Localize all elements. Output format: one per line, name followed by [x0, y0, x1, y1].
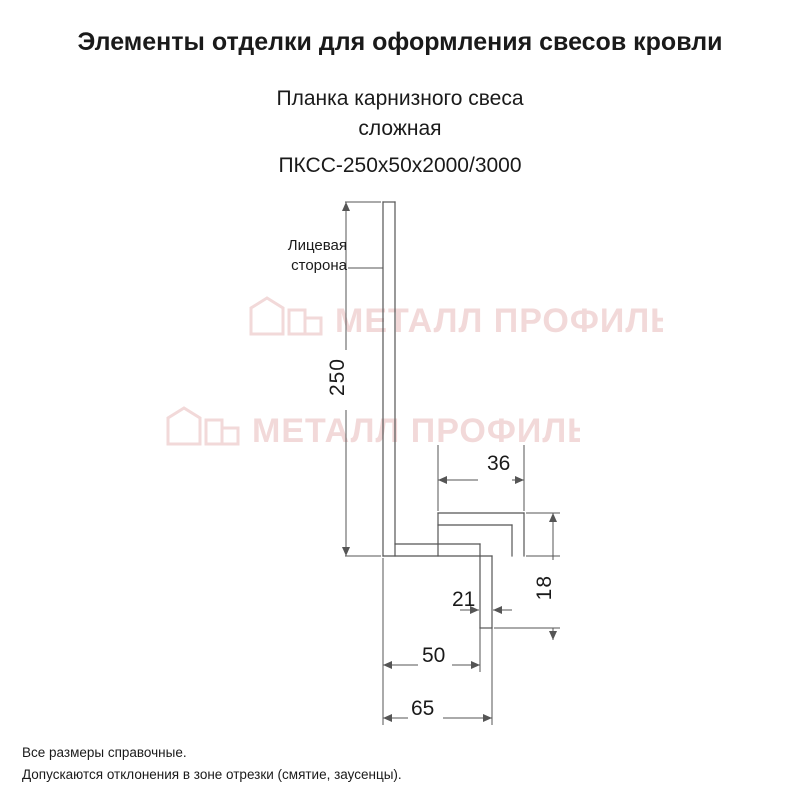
- dimension-base-50: 50: [422, 644, 446, 667]
- svg-text:МЕТАЛЛ ПРОФИЛЬ: МЕТАЛЛ ПРОФИЛЬ: [335, 302, 663, 340]
- notes: [22, 742, 402, 786]
- product-subtitle-line2: сложная: [358, 117, 442, 140]
- svg-text:МЕТАЛЛ ПРОФИЛЬ: МЕТАЛЛ ПРОФИЛЬ: [252, 412, 580, 450]
- dimension-thickness-18: 18: [533, 575, 556, 601]
- face-side-label-line2: сторона: [291, 257, 347, 274]
- dimension-height-250: 250: [326, 358, 349, 397]
- face-side-label-line1: Лицевая: [287, 237, 347, 254]
- note-line-2: Допускаются отклонения в зоне отрезки (смятие, заусенцы).: [22, 767, 402, 782]
- dimension-total-65: 65: [411, 697, 435, 720]
- face-side-label: [237, 236, 347, 276]
- dimension-flange-36: 36: [487, 452, 511, 475]
- note-line-1: Все размеры справочные.: [22, 745, 187, 760]
- product-subtitle-line1: Планка карнизного свеса: [276, 87, 524, 110]
- page-title: Элементы отделки для оформления свесов кровли: [77, 28, 723, 56]
- dimension-lip-21: 21: [452, 588, 476, 611]
- product-code: ПКСС-250x50x2000/3000: [278, 154, 522, 177]
